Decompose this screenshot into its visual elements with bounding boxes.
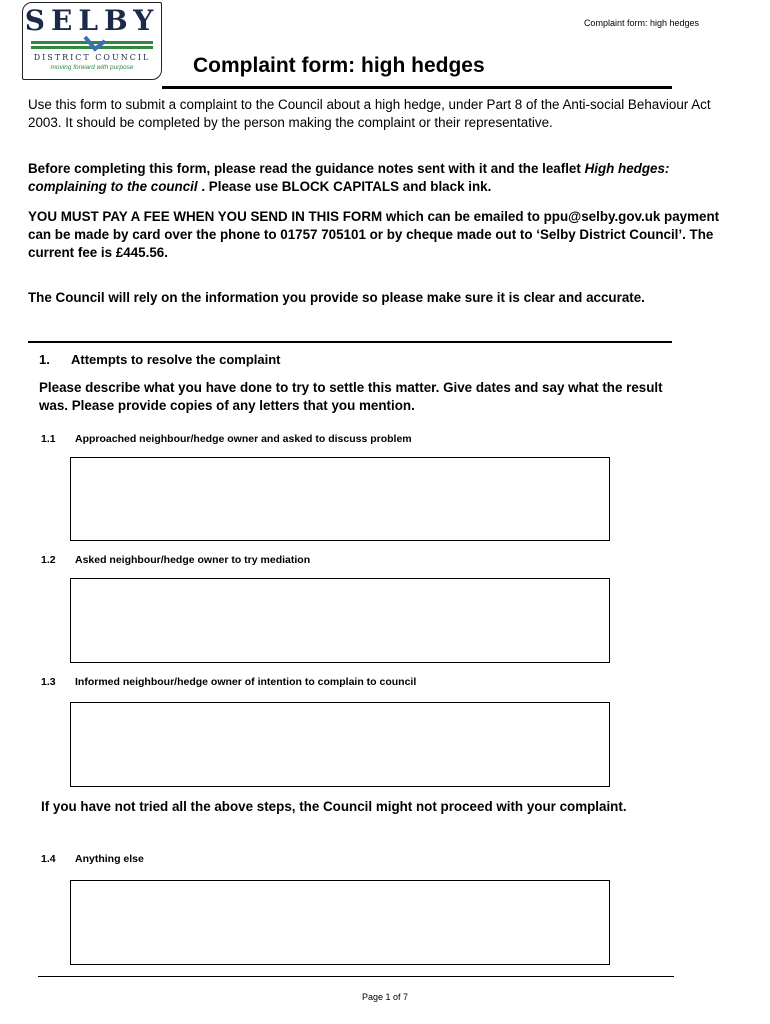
page-number: Page 1 of 7: [361, 992, 409, 1002]
river-icon: [83, 33, 107, 53]
logo-subtitle: DISTRICT COUNCIL: [33, 53, 151, 62]
section-1-heading: [39, 351, 280, 369]
footer-divider: [38, 976, 674, 977]
item-1-1-text: Approached neighbour/hedge owner and asked to discuss problem: [75, 433, 412, 445]
item-1-2-text: Asked neighbour/hedge owner to try mediation: [75, 554, 311, 566]
item-1-1-response-box[interactable]: [70, 457, 610, 541]
item-1-3-label: [41, 676, 416, 688]
title-divider: [162, 86, 672, 89]
intro-paragraph: Use this form to submit a complaint to the Council about a high hedge, under Part 8 of the Anti-social Behaviour Act 2003. It should be completed by the person making the complaint or their representative.: [28, 97, 711, 130]
item-1-1-number: 1.1: [41, 433, 56, 445]
item-1-4-text: Anything else: [75, 853, 144, 865]
guidance-paragraph: [28, 160, 728, 196]
section-1-number: 1.: [39, 352, 50, 367]
accuracy-paragraph: The Council will rely on the information you provide so please make sure it is clear and accurate.: [28, 290, 645, 305]
item-1-3-text: Informed neighbour/hedge owner of intention to complain to council: [75, 676, 417, 688]
item-1-4-number: 1.4: [41, 853, 56, 865]
item-1-2-label: [41, 554, 310, 566]
running-header: Complaint form: high hedges: [583, 18, 699, 28]
logo-wordmark: SELBY: [24, 4, 160, 37]
section-1-instructions: Please describe what you have done to try to settle this matter. Give dates and say what the result was. Please provide copies of any letters that you mention.: [39, 380, 663, 413]
item-1-3-number: 1.3: [41, 676, 56, 688]
item-1-2-response-box[interactable]: [70, 578, 610, 663]
section-1-title: Attempts to resolve the complaint: [71, 352, 281, 367]
guidance-text-end: . Please use BLOCK CAPITALS and black ink.: [197, 179, 492, 194]
council-logo: [22, 2, 162, 80]
logo-tagline: moving forward with purpose: [50, 64, 134, 71]
item-1-3-response-box[interactable]: [70, 702, 610, 787]
item-1-4-label: [41, 853, 144, 865]
fee-paragraph: YOU MUST PAY A FEE WHEN YOU SEND IN THIS FORM which can be emailed to ppu@selby.gov.uk payment can be made by card over the phone to 01757 705101 or by cheque made out to ‘Selby District Council’. The current fee is £445.56.: [28, 209, 720, 260]
item-1-2-number: 1.2: [41, 554, 56, 566]
item-1-4-response-box[interactable]: [70, 880, 610, 965]
leaflet-title: High hedges: complaining to the council: [28, 161, 670, 194]
guidance-text-start: Before completing this form, please read the guidance notes sent with it and the leaflet: [28, 161, 585, 176]
page-title: Complaint form: high hedges: [193, 54, 485, 77]
item-1-1-label: [41, 433, 412, 445]
steps-warning: If you have not tried all the above steps, the Council might not proceed with your complaint.: [41, 799, 627, 814]
section-divider-top: [28, 341, 672, 343]
